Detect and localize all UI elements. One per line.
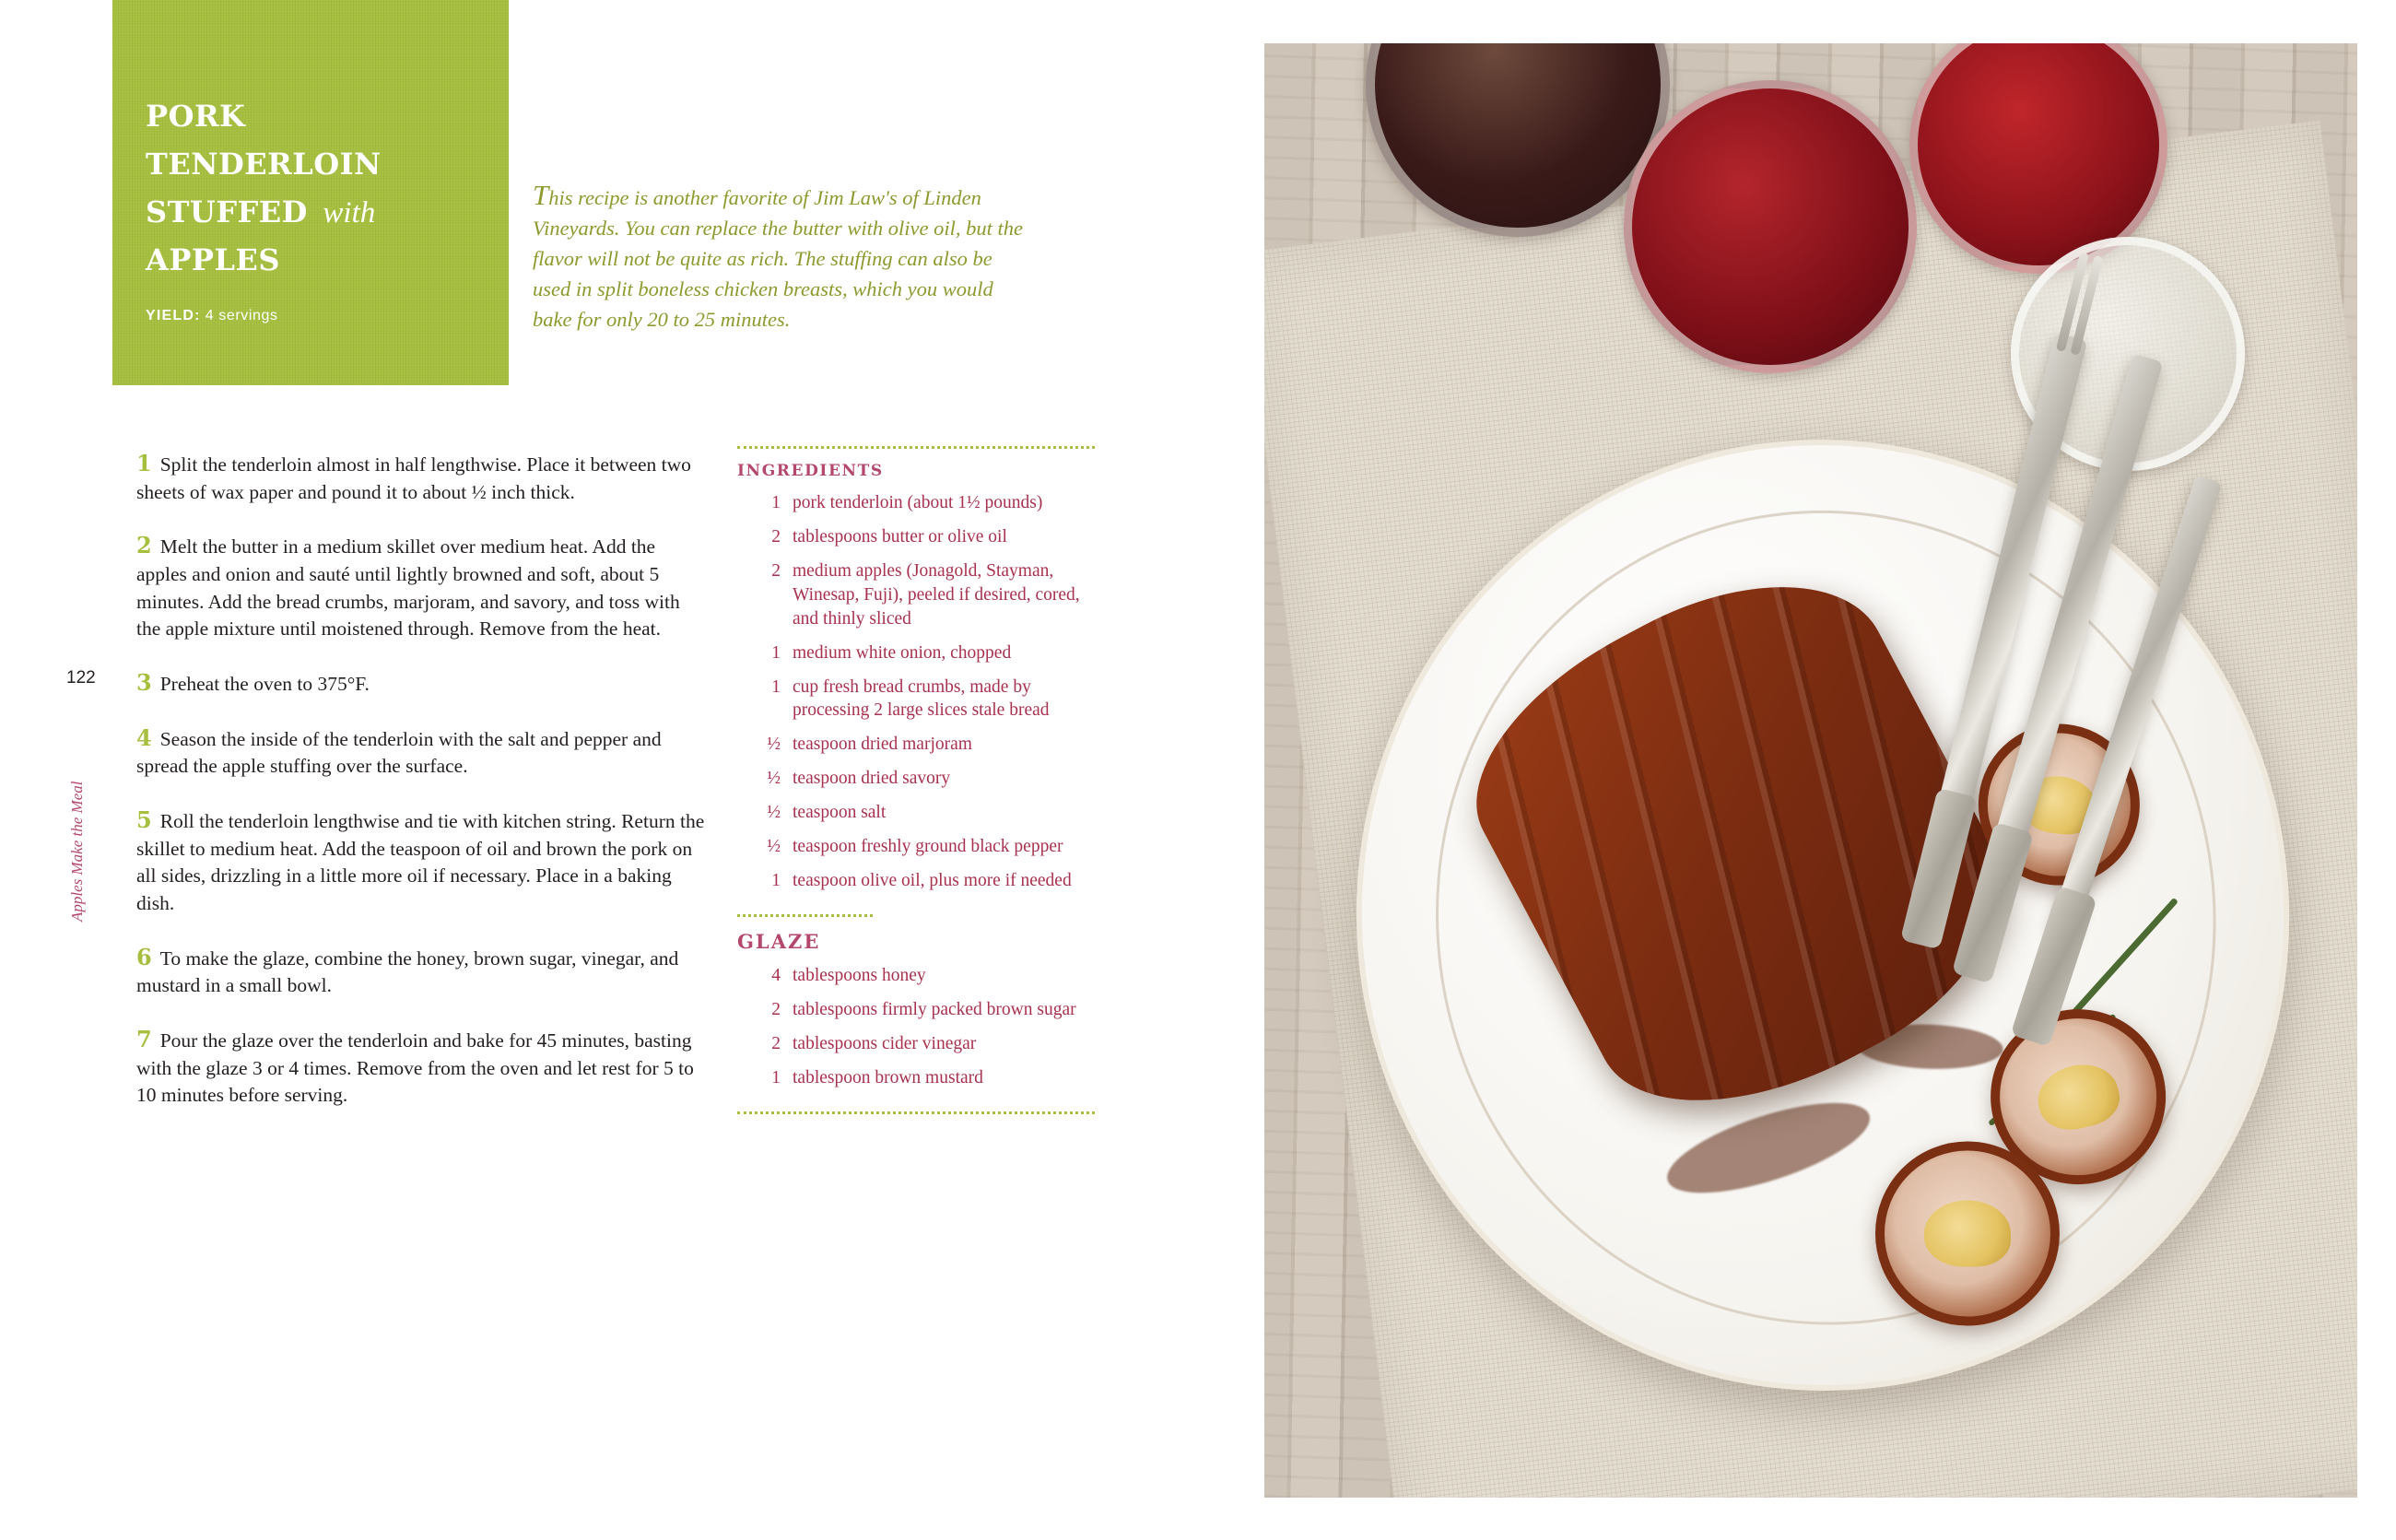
instruction-step: [136, 805, 708, 918]
ingredient-item: [737, 491, 1095, 515]
ingredient-item: [737, 641, 1095, 665]
glaze-item: [737, 998, 1095, 1022]
step-text: Split the tenderloin almost in half lengthwise. Place it between two sheets of wax paper and pound it to about ½ inch thick.: [136, 453, 691, 503]
ingredient-text: tablespoons butter or olive oil: [793, 526, 1007, 547]
title-line-3: [146, 184, 481, 232]
step-text: To make the glaze, combine the honey, brown sugar, vinegar, and mustard in a small bowl.: [136, 946, 679, 997]
ingredient-text: medium apples (Jonagold, Stayman, Winesap, Fuji), peeled if desired, cored, and thinly sliced: [793, 560, 1080, 629]
step-text: Melt the butter in a medium skillet over medium heat. Add the apples and onion and sauté until lightly browned and soft, about 5 minutes. Add the bread crumbs, marjoram, and savory, and toss with the apple mixture until moistened through. Remove from the heat.: [136, 535, 680, 641]
title-line-3-word: stuffed: [146, 182, 308, 232]
glaze-text: tablespoons cider vinegar: [793, 1033, 977, 1053]
headnote-dropcap: T: [533, 179, 549, 211]
ingredient-qty: 1: [771, 642, 781, 663]
apple-stuffing: [1924, 1200, 2011, 1266]
instruction-step: [136, 448, 708, 506]
instruction-step: [136, 530, 708, 643]
glaze-item: [737, 1032, 1095, 1056]
glaze-text: tablespoons firmly packed brown sugar: [793, 999, 1076, 1019]
glaze-heading: GLAZE: [737, 929, 821, 953]
glaze-item: [737, 1066, 1095, 1090]
ingredient-qty: 1: [771, 676, 781, 697]
pork-medallion: [1875, 1141, 2060, 1325]
glaze-qty: 4: [771, 965, 781, 985]
ingredient-qty: ½: [767, 735, 781, 755]
ingredient-text: teaspoon salt: [793, 803, 887, 823]
instructions-list: [136, 448, 708, 1134]
ingredient-item: [737, 801, 1095, 825]
divider-bottom: [737, 1111, 1095, 1114]
ingredient-text: medium white onion, chopped: [793, 642, 1012, 663]
divider-glaze: [737, 914, 873, 917]
glaze-list: [737, 964, 1095, 1090]
ingredient-text: pork tenderloin (about 1½ pounds): [793, 493, 1043, 512]
glaze-qty: 2: [771, 999, 781, 1019]
title-line-4: apples: [146, 229, 280, 280]
ingredient-item: [737, 525, 1095, 549]
ingredient-item: [737, 676, 1095, 723]
title-line-1: pork: [146, 87, 246, 136]
step-number: 6: [136, 943, 152, 970]
ingredient-qty: 1: [771, 871, 781, 891]
glaze-item: [737, 964, 1095, 988]
step-number: 3: [136, 668, 152, 696]
title-line-2: tenderloin: [146, 134, 382, 184]
spacer: [737, 1100, 1095, 1111]
wine-glass-red-left: [1624, 80, 1917, 373]
page-title: [146, 88, 481, 280]
ingredient-item: [737, 559, 1095, 631]
title-with-word: with: [323, 195, 376, 229]
yield-label: YIELD:: [146, 307, 201, 323]
spacer: [737, 903, 1095, 914]
step-number: 4: [136, 723, 152, 751]
ingredients-list: [737, 491, 1095, 893]
recipe-title-block: [112, 0, 509, 385]
glaze-qty: 2: [771, 1033, 781, 1053]
ingredient-qty: ½: [767, 803, 781, 823]
ingredient-qty: ½: [767, 769, 781, 789]
instruction-step: [136, 1024, 708, 1110]
step-number: 5: [136, 805, 152, 833]
apple-stuffing: [2031, 1056, 2125, 1136]
ingredient-text: teaspoon freshly ground black pepper: [793, 837, 1063, 857]
instruction-step: [136, 667, 708, 699]
step-number: 1: [136, 450, 152, 476]
page-number: 122: [66, 668, 96, 688]
ingredient-text: teaspoon dried savory: [793, 769, 951, 789]
yield-line: [146, 308, 481, 324]
ingredient-item: [737, 835, 1095, 859]
yield-value: 4 servings: [205, 307, 278, 323]
headnote-text: his recipe is another favorite of Jim Law's of Linden Vineyards. You can replace the butter with olive oil, but the flavor will not be quite as rich. The stuffing can also be used in split boneless chicken breasts, which you would bake for only 20 to 25 minutes.: [533, 186, 1024, 332]
glaze-qty: 1: [771, 1067, 781, 1087]
ingredient-item: [737, 767, 1095, 791]
step-text: Pour the glaze over the tenderloin and bake for 45 minutes, basting with the glaze 3 or 4 times. Remove from the oven and let rest for 5 to 10 minutes before serving.: [136, 1029, 694, 1107]
ingredient-qty: 2: [771, 526, 781, 547]
divider-top: [737, 446, 1095, 449]
step-text: Preheat the oven to 375°F.: [159, 672, 370, 695]
glaze-text: tablespoons honey: [793, 965, 926, 985]
instruction-step: [136, 942, 708, 1000]
ingredient-qty: ½: [767, 837, 781, 857]
ingredient-text: teaspoon olive oil, plus more if needed: [793, 871, 1072, 891]
recipe-photo: [1264, 43, 2357, 1498]
ingredient-qty: 2: [771, 560, 781, 581]
ingredients-heading: INGREDIENTS: [737, 462, 884, 480]
glaze-text: tablespoon brown mustard: [793, 1067, 983, 1087]
running-head: Apples Make the Meal: [68, 781, 86, 922]
step-number: 7: [136, 1025, 152, 1052]
step-text: Roll the tenderloin lengthwise and tie with kitchen string. Return the skillet to medium heat. Add the teaspoon of oil and brown the pork on all sides, drizzling in a little more oil if necessary. Place in a baking dish.: [136, 809, 705, 914]
ingredient-qty: 1: [771, 493, 781, 512]
ingredient-item: [737, 869, 1095, 893]
ingredient-item: [737, 733, 1095, 757]
ingredient-text: teaspoon dried marjoram: [793, 735, 972, 755]
step-number: 2: [136, 532, 152, 559]
ingredients-panel: [737, 446, 1095, 1114]
ingredient-text: cup fresh bread crumbs, made by processing 2 large slices stale bread: [793, 676, 1050, 721]
recipe-headnote: [533, 181, 1030, 335]
step-text: Season the inside of the tenderloin with the salt and pepper and spread the apple stuffing over the surface.: [136, 727, 662, 778]
instruction-step: [136, 723, 708, 781]
